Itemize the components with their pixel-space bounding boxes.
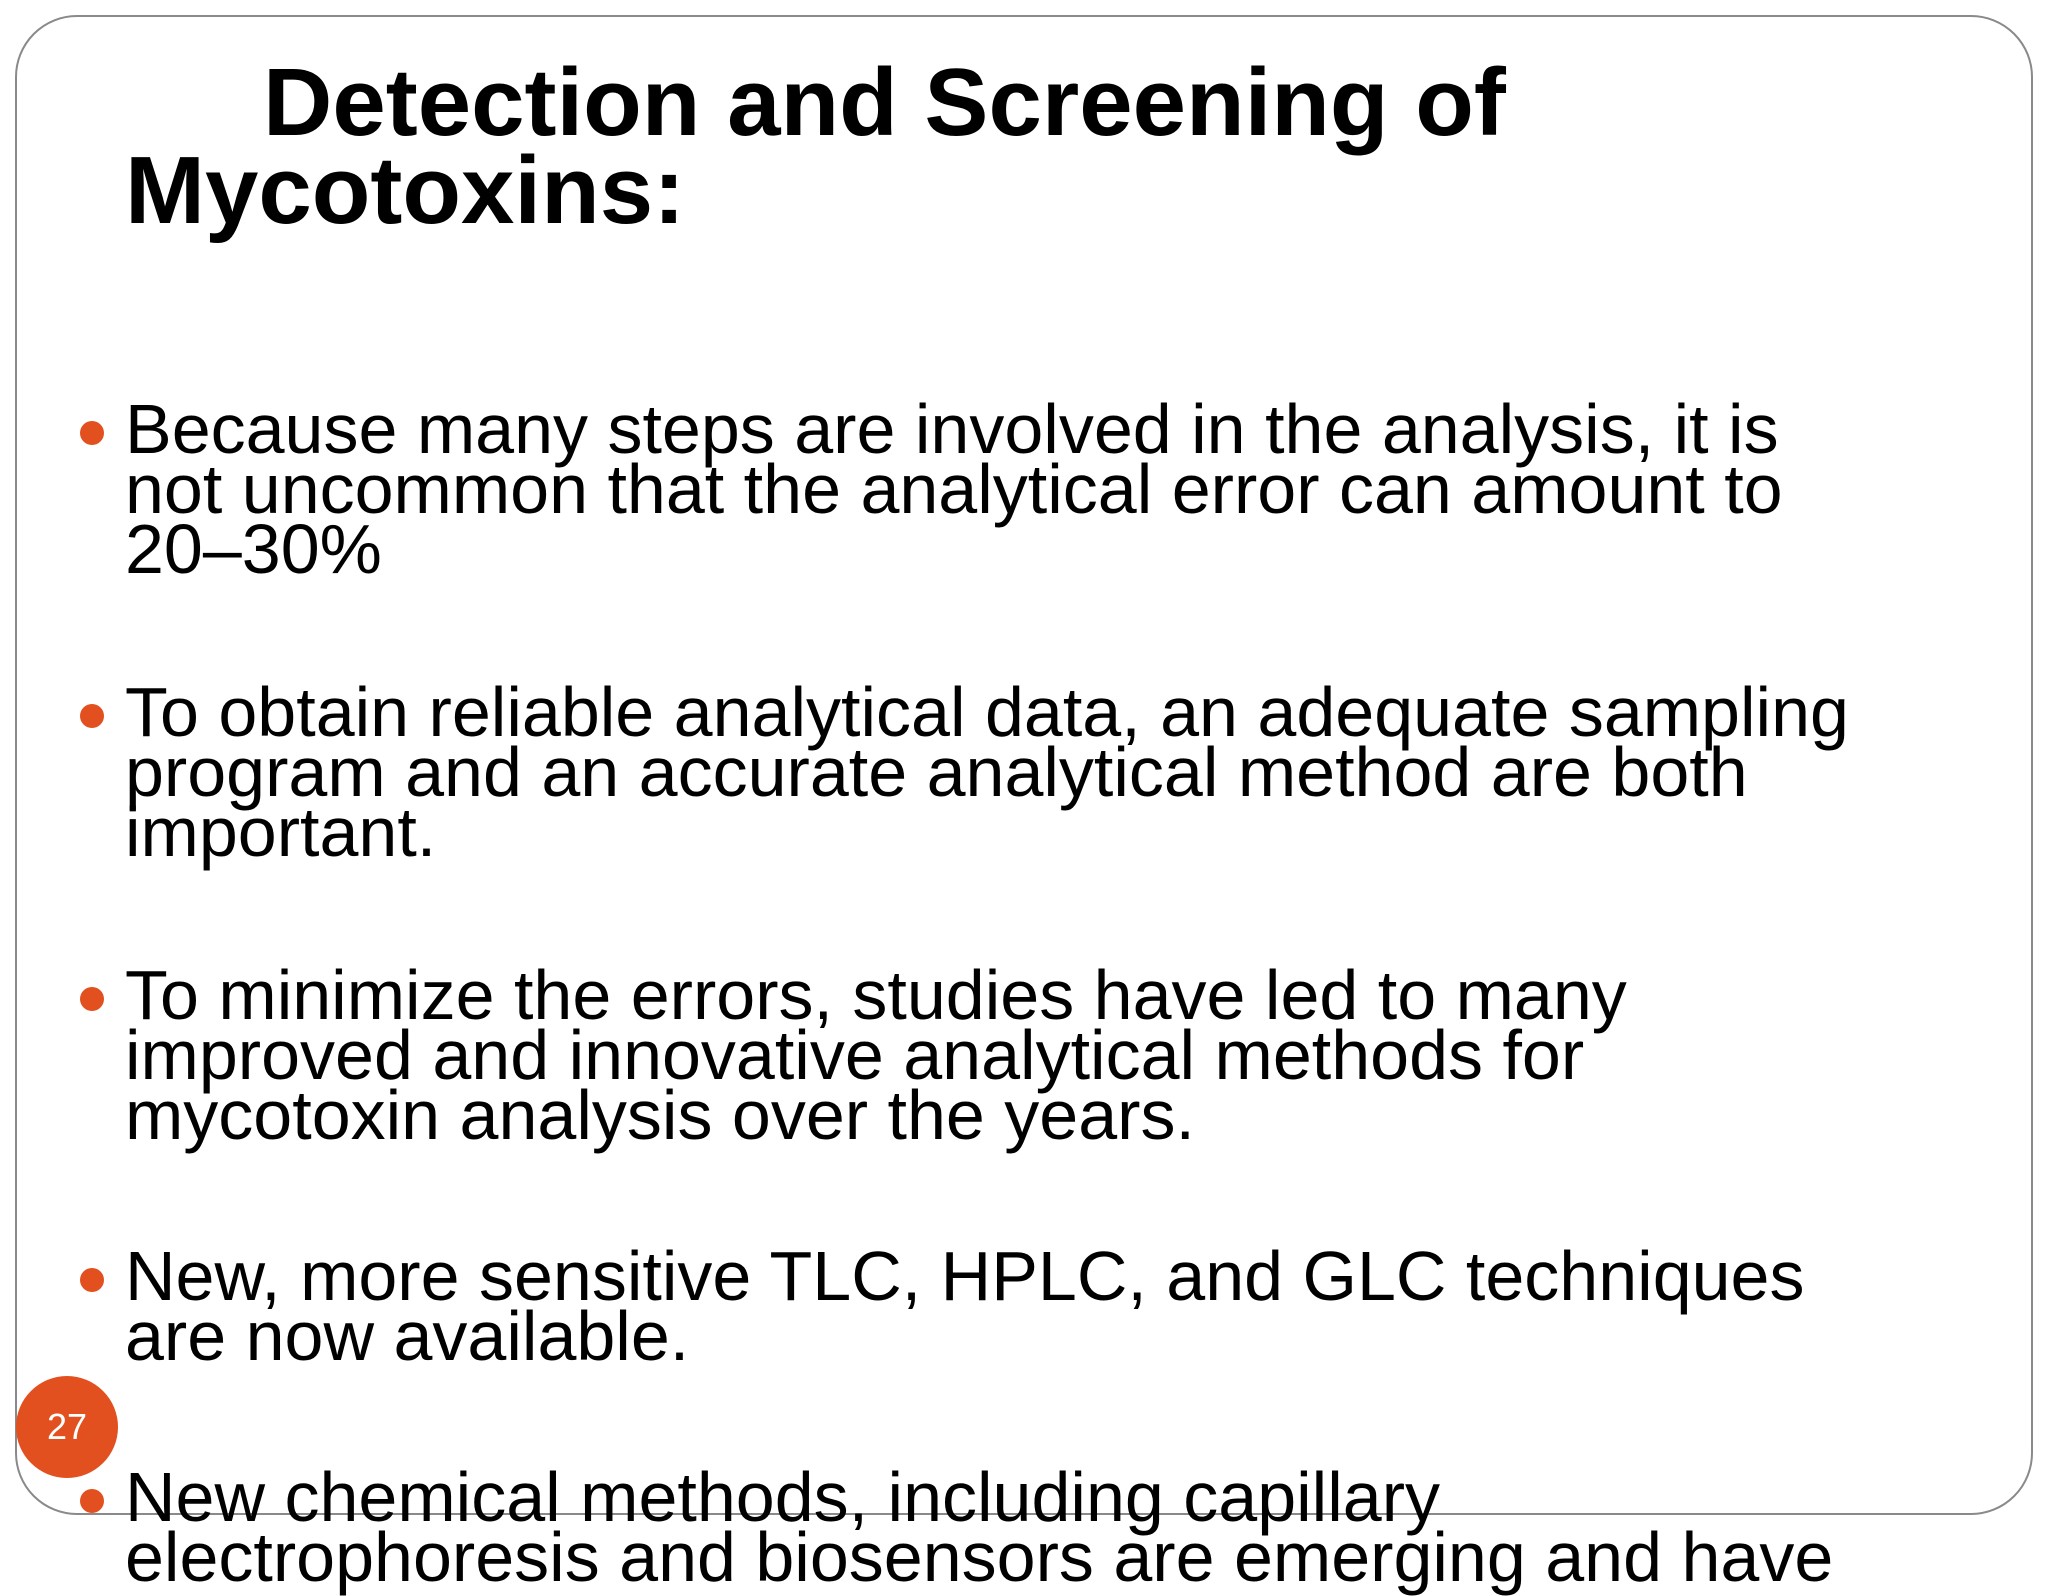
- bullet-line: not uncommon that the analytical error can amount to: [125, 450, 1783, 528]
- slide-title: [125, 49, 1506, 244]
- bullet-dot-icon: [80, 1489, 104, 1513]
- bullet-line: improved and innovative analytical methods for: [125, 1016, 1585, 1094]
- bullet-line: mycotoxin analysis over the years.: [125, 1076, 1195, 1154]
- slide-title-line-2: Mycotoxins:: [125, 137, 686, 244]
- bullet-dot-icon: [80, 421, 104, 445]
- bullet-line: program and an accurate analytical method are both: [125, 733, 1748, 811]
- bullet-line: important.: [125, 793, 437, 871]
- bullet-line: To minimize the errors, studies have led to many: [125, 956, 1627, 1034]
- bullet-dot-icon: [80, 987, 104, 1011]
- bullet-line: 20–30%: [125, 510, 382, 588]
- slide-title-line-1: Detection and Screening of: [263, 49, 1506, 156]
- slide-frame: [15, 15, 2033, 1596]
- bullet-dot-icon: [80, 704, 104, 728]
- bullet-line: To obtain reliable analytical data, an adequate sampling: [125, 673, 1849, 751]
- bullet-item-2: [125, 673, 2015, 871]
- bullet-item-3: [125, 956, 2015, 1154]
- page-number-badge: 27: [16, 1376, 118, 1478]
- bullet-line: Because many steps are involved in the analysis, it is: [125, 390, 1779, 468]
- bullet-line: New chemical methods, including capillary: [125, 1458, 1441, 1536]
- bullet-dot-icon: [80, 1268, 104, 1292]
- bullet-item-1: [125, 390, 2015, 588]
- bullet-line: are now available.: [125, 1297, 690, 1375]
- bullet-line: New, more sensitive TLC, HPLC, and GLC techniques: [125, 1237, 1805, 1315]
- bullet-item-5: [125, 1458, 2015, 1596]
- bullet-item-4: [125, 1237, 2015, 1375]
- bullet-line: electrophoresis and biosensors are emerging and have: [125, 1518, 1834, 1596]
